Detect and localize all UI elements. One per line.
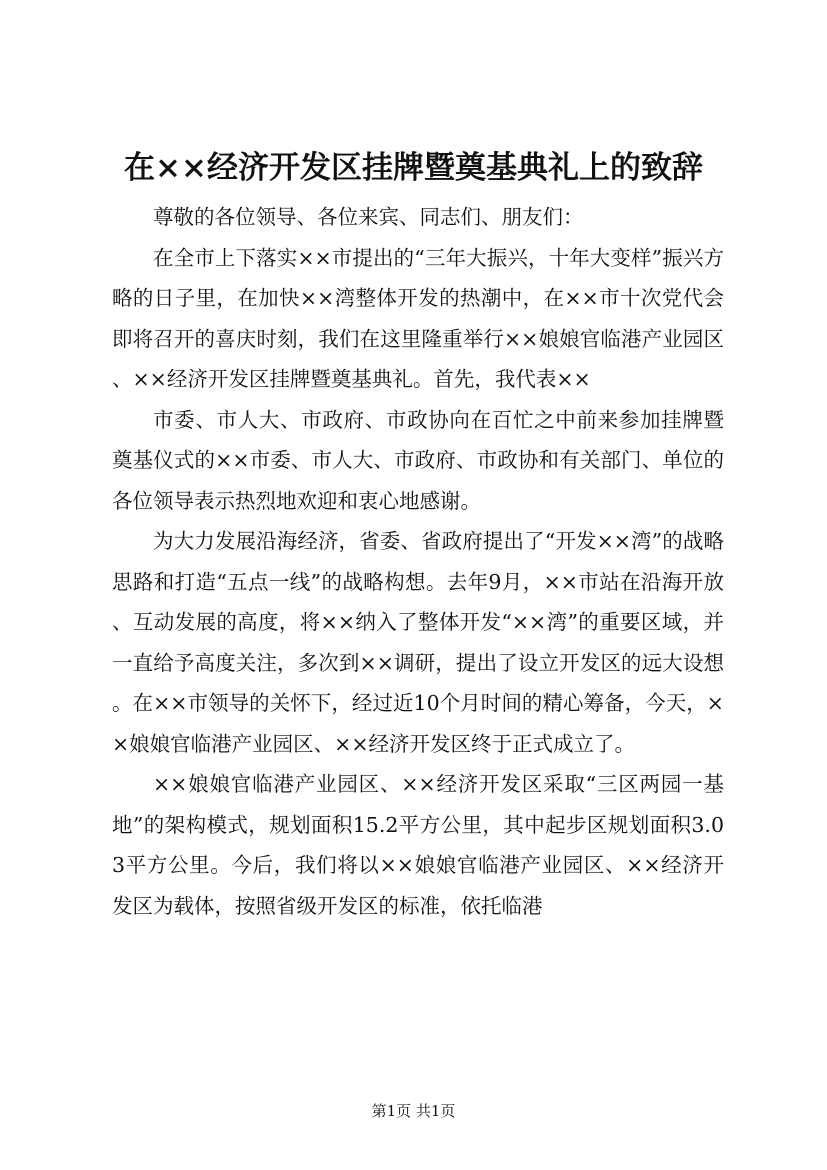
document-title: 在××经济开发区挂牌暨奠基典礼上的致辞 (124, 150, 703, 186)
page-number-footer: 第1页 共1页 (371, 1102, 456, 1120)
body-paragraph-4: ××娘娘官临港产业园区、××经济开发区采取“三区两园一基地”的架构模式，规划面积15.2平方公里，其中起步区规划面积3.03平方公里。今后，我们将以××娘娘官临港产业园区、××经济开发区为载体，按照省级开发区的标准，依托临港 (112, 772, 724, 918)
body-paragraph-2: 市委、市人大、市政府、市政协向在百忙之中前来参加挂牌暨奠基仪式的××市委、市人大、市政府、市政协和有关部门、单位的各位领导表示热烈地欢迎和衷心地感谢。 (112, 407, 724, 513)
document-body (112, 197, 724, 926)
body-paragraph-1: 在全市上下落实××市提出的“三年大振兴，十年大变样”振兴方略的日子里，在加快××湾整体开发的热潮中，在××市十次党代会即将召开的喜庆时刻，我们在这里隆重举行××娘娘官临港产业园区、××经济开发区挂牌暨奠基典礼。首先，我代表×× (112, 245, 724, 391)
body-paragraph-3: 为大力发展沿海经济，省委、省政府提出了“开发××湾”的战略思路和打造“五点一线”的战略构想。去年9月，××市站在沿海开放、互动发展的高度，将××纳入了整体开发“××湾”的重要区域，并一直给予高度关注，多次到××调研，提出了设立开发区的远大设想。在××市领导的关怀下，经过近10个月时间的精心筹备，今天，××娘娘官临港产业园区、××经济开发区终于正式成立了。 (112, 529, 724, 756)
salutation-paragraph: 尊敬的各位领导、各位来宾、同志们、朋友们： (153, 205, 584, 229)
